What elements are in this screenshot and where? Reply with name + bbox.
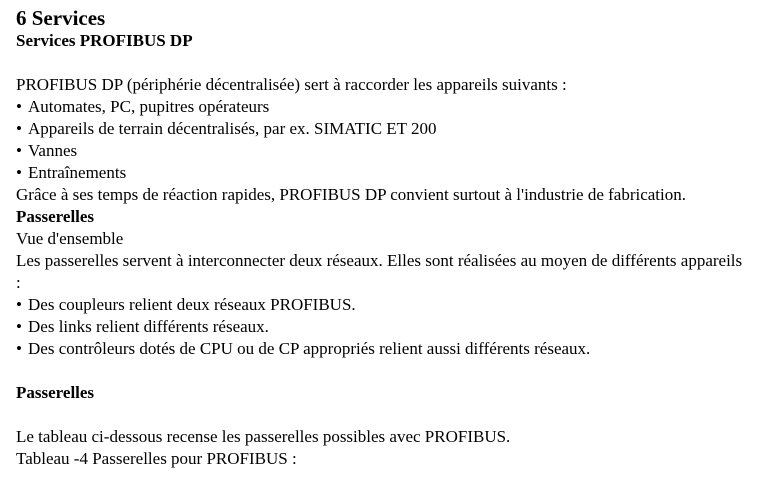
list-item: [16, 338, 745, 360]
list-item-text: Appareils de terrain décentralisés, par ex. SIMATIC ET 200: [28, 119, 437, 138]
bullet-icon: •: [16, 97, 22, 116]
list-item-text: Des contrôleurs dotés de CPU ou de CP appropriés relient aussi différents réseaux.: [28, 339, 591, 358]
bullet-icon: •: [16, 119, 22, 138]
bullet-icon: •: [16, 141, 22, 160]
list-item: [16, 162, 745, 184]
bullet-icon: •: [16, 317, 22, 336]
device-list: [16, 96, 745, 184]
blank-line: [16, 360, 745, 382]
section-title: Services PROFIBUS DP: [16, 31, 193, 50]
list-item-text: Des links relient différents réseaux.: [28, 317, 269, 336]
list-item-text: Vannes: [28, 141, 78, 160]
gateway-list: [16, 294, 745, 360]
list-item: [16, 140, 745, 162]
list-item: [16, 316, 745, 338]
table-intro-paragraph: Le tableau ci-dessous recense les passerelles possibles avec PROFIBUS.: [16, 427, 511, 446]
gateways-heading-2: Passerelles: [16, 383, 95, 402]
list-item: [16, 294, 745, 316]
list-item-text: Des coupleurs relient deux réseaux PROFIBUS.: [28, 295, 356, 314]
list-item-text: Automates, PC, pupitres opérateurs: [28, 97, 270, 116]
intro-paragraph: PROFIBUS DP (périphérie décentralisée) sert à raccorder les appareils suivants :: [16, 75, 567, 94]
list-item: [16, 118, 745, 140]
list-item: [16, 96, 745, 118]
gateways-heading: Passerelles: [16, 207, 95, 226]
bullet-icon: •: [16, 163, 22, 182]
blank-line: [16, 52, 745, 74]
blank-line: [16, 404, 745, 426]
chapter-title: 6 Services: [16, 6, 106, 30]
gateways-paragraph: Les passerelles servent à interconnecter deux réseaux. Elles sont réalisées au moyen de différents appareils :: [16, 251, 743, 292]
bullet-icon: •: [16, 339, 22, 358]
list-item-text: Entraînements: [28, 163, 127, 182]
table-caption: Tableau -4 Passerelles pour PROFIBUS :: [16, 449, 297, 468]
gateways-subheading: Vue d'ensemble: [16, 229, 124, 248]
bullet-icon: •: [16, 295, 22, 314]
document-page: [16, 6, 745, 470]
reaction-paragraph: Grâce à ses temps de réaction rapides, PROFIBUS DP convient surtout à l'industrie de fabrication.: [16, 185, 686, 204]
